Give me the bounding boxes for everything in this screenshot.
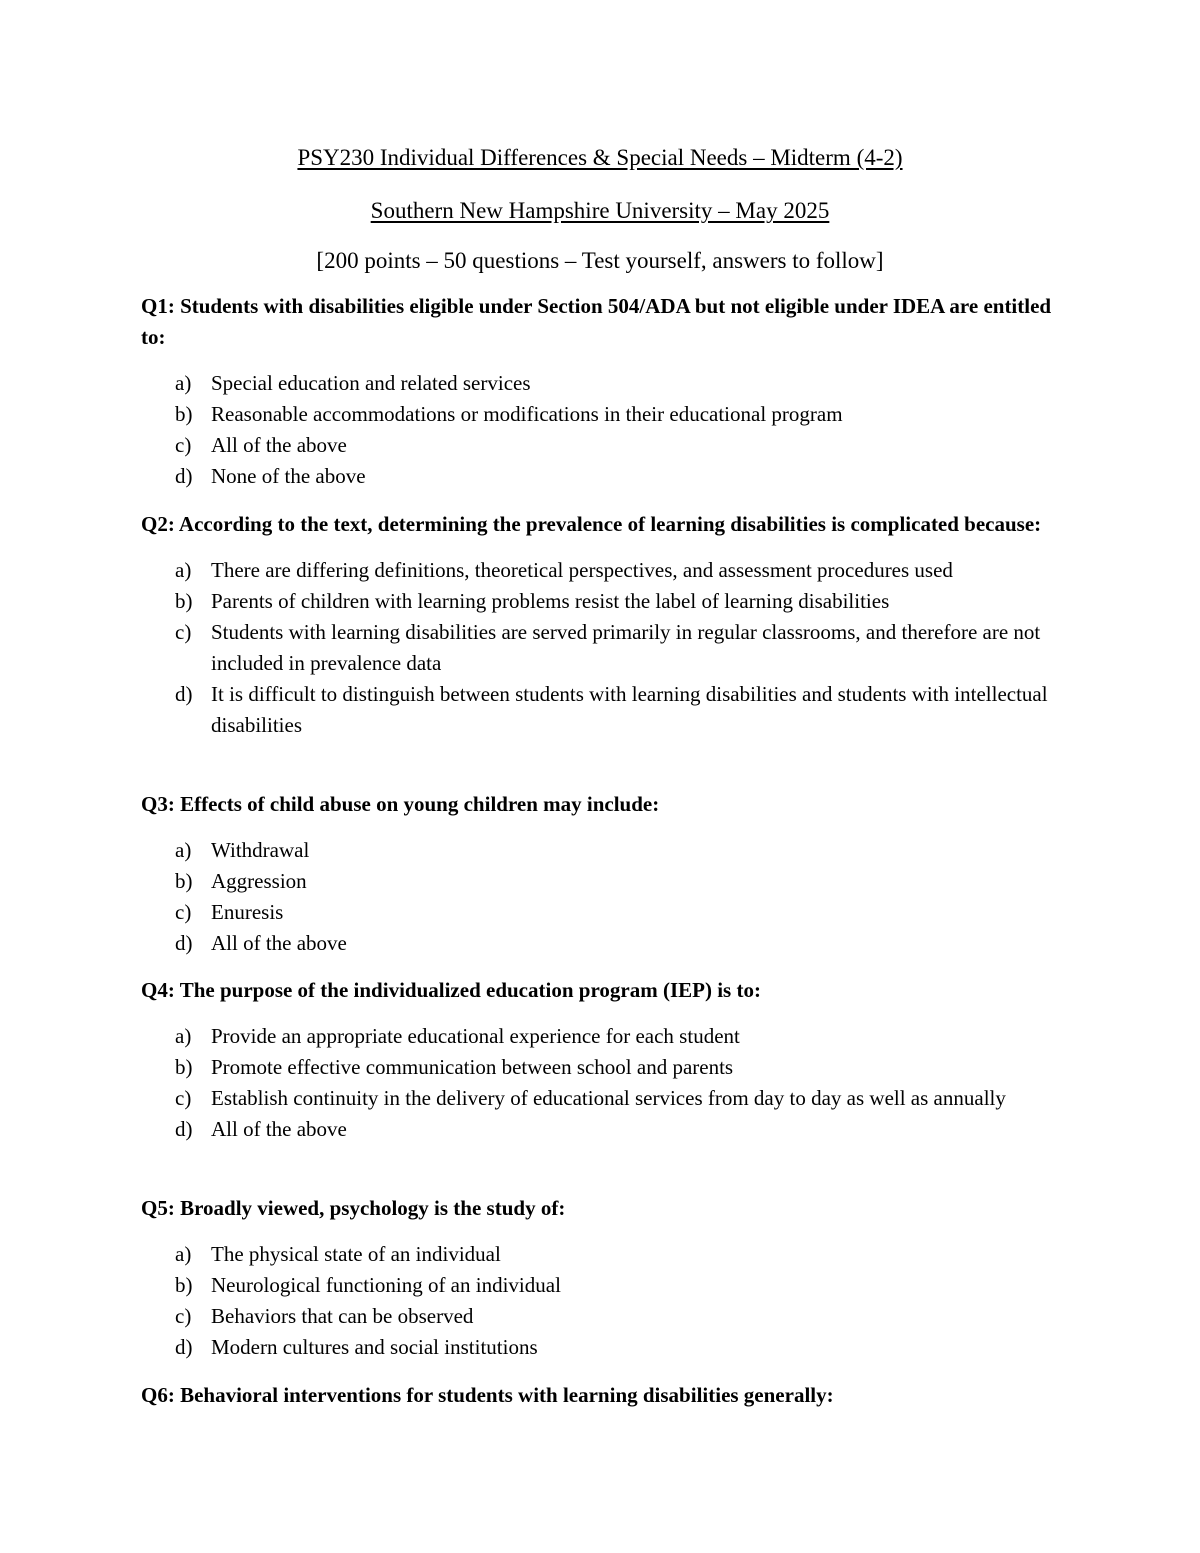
answer-option <box>141 1052 1071 1083</box>
option-letter: b) <box>175 1273 193 1297</box>
option-text: Withdrawal <box>211 838 310 862</box>
answer-option <box>141 1021 1071 1052</box>
option-text: Establish continuity in the delivery of educational services from day to day as well as annually <box>211 1086 1006 1110</box>
question-text: Q2: According to the text, determining the prevalence of learning disabilities is complicated because: <box>141 512 1042 536</box>
option-letter: d) <box>175 682 193 706</box>
option-letter: b) <box>175 589 193 613</box>
question-1 <box>141 291 1071 492</box>
question-text: Q1: Students with disabilities eligible under Section 504/ADA but not eligible under IDEA are entitled to: <box>141 294 1052 349</box>
document-title: PSY230 Individual Differences & Special Needs – Midterm (4-2) <box>297 145 903 170</box>
answer-option <box>141 1332 1071 1363</box>
answer-options <box>141 1239 1071 1363</box>
option-letter: d) <box>175 464 193 488</box>
answer-option <box>141 555 1071 586</box>
answer-option <box>141 430 1071 461</box>
answer-option <box>141 866 1071 897</box>
option-text: There are differing definitions, theoretical perspectives, and assessment procedures used <box>211 558 953 582</box>
answer-option <box>141 399 1071 430</box>
question-4 <box>141 975 1071 1145</box>
option-letter: b) <box>175 1055 193 1079</box>
answer-options <box>141 835 1071 959</box>
option-letter: a) <box>175 371 192 395</box>
option-letter: c) <box>175 1086 192 1110</box>
option-text: Reasonable accommodations or modifications in their educational program <box>211 402 843 426</box>
answer-option <box>141 461 1071 492</box>
option-text: None of the above <box>211 464 366 488</box>
option-text: Modern cultures and social institutions <box>211 1335 538 1359</box>
option-text: All of the above <box>211 1117 347 1141</box>
answer-option <box>141 617 1071 679</box>
option-text: Provide an appropriate educational experience for each student <box>211 1024 740 1048</box>
answer-option <box>141 928 1071 959</box>
question-6 <box>141 1380 1071 1411</box>
option-text: Special education and related services <box>211 371 531 395</box>
answer-option <box>141 586 1071 617</box>
option-letter: c) <box>175 433 192 457</box>
option-text: Neurological functioning of an individual <box>211 1273 561 1297</box>
answer-options <box>141 368 1071 492</box>
answer-option <box>141 897 1071 928</box>
answer-option <box>141 679 1071 741</box>
question-text: Q5: Broadly viewed, psychology is the study of: <box>141 1196 566 1220</box>
option-text: Enuresis <box>211 900 284 924</box>
option-text: Aggression <box>211 869 307 893</box>
answer-options <box>141 1021 1071 1145</box>
option-text: The physical state of an individual <box>211 1242 501 1266</box>
question-3 <box>141 789 1071 959</box>
answer-option <box>141 1114 1071 1145</box>
option-letter: a) <box>175 558 192 582</box>
option-text: It is difficult to distinguish between students with learning disabilities and students with intellectual disabilities <box>211 682 1048 737</box>
option-letter: c) <box>175 620 192 644</box>
option-letter: d) <box>175 931 193 955</box>
question-text: Q4: The purpose of the individualized education program (IEP) is to: <box>141 978 761 1002</box>
option-text: Promote effective communication between school and parents <box>211 1055 734 1079</box>
option-text: All of the above <box>211 931 347 955</box>
answer-option <box>141 1239 1071 1270</box>
question-text: Q3: Effects of child abuse on young children may include: <box>141 792 660 816</box>
option-letter: b) <box>175 869 193 893</box>
option-letter: b) <box>175 402 193 426</box>
option-letter: d) <box>175 1117 193 1141</box>
answer-option <box>141 368 1071 399</box>
question-text: Q6: Behavioral interventions for students with learning disabilities generally: <box>141 1383 834 1407</box>
option-text: Behaviors that can be observed <box>211 1304 474 1328</box>
answer-option <box>141 835 1071 866</box>
option-letter: c) <box>175 1304 192 1328</box>
option-letter: a) <box>175 838 192 862</box>
answer-options <box>141 555 1071 741</box>
option-letter: c) <box>175 900 192 924</box>
option-text: All of the above <box>211 433 347 457</box>
document-subtitle: Southern New Hampshire University – May 2025 <box>370 198 830 223</box>
answer-option <box>141 1270 1071 1301</box>
question-2 <box>141 509 1071 741</box>
option-letter: a) <box>175 1242 192 1266</box>
answer-option <box>141 1083 1071 1114</box>
option-letter: a) <box>175 1024 192 1048</box>
option-letter: d) <box>175 1335 193 1359</box>
document-intro: [200 points – 50 questions – Test yourself, answers to follow] <box>316 248 884 273</box>
option-text: Parents of children with learning problems resist the label of learning disabilities <box>211 589 890 613</box>
answer-option <box>141 1301 1071 1332</box>
option-text: Students with learning disabilities are served primarily in regular classrooms, and therefore are not included in prevalence data <box>211 620 1041 675</box>
question-5 <box>141 1193 1071 1363</box>
